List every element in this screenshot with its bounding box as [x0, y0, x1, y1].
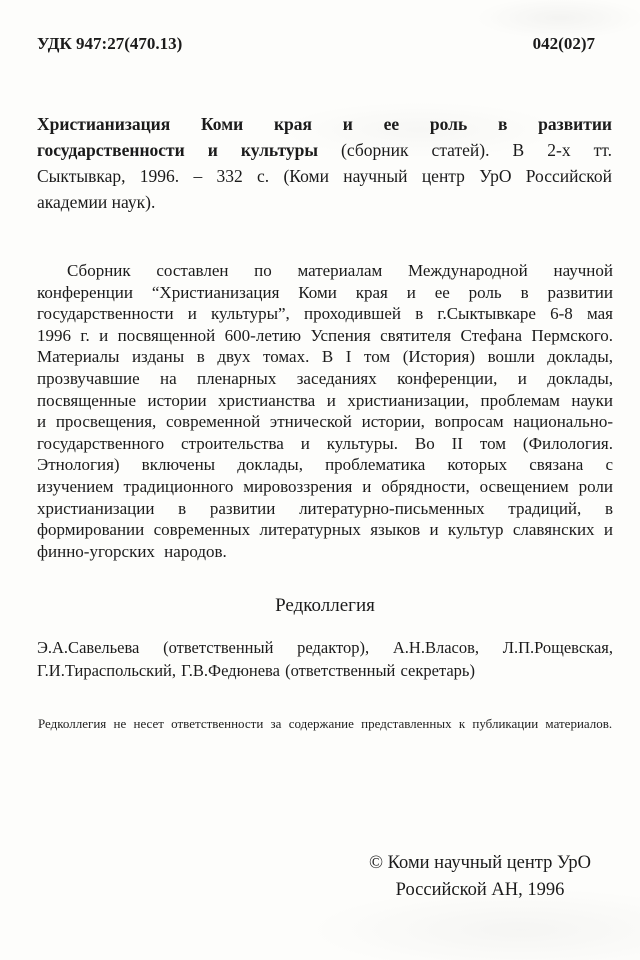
disclaimer-text: Редколлегия не несет ответственности за содержание представленных к публикации материалов. [38, 716, 613, 731]
bibliographic-title [37, 111, 612, 215]
copyright-block [340, 850, 620, 904]
editorial-board-heading: Редколлегия [275, 595, 375, 616]
copyright-line-2: Российской АН, 1996 [395, 880, 565, 900]
header-row [37, 34, 595, 54]
editorial-board-members: Э.А.Савельева (ответственный редактор), А.Н.Власов, Л.П.Рощевская, Г.И.Тираспольский, Г.В.Федюнева (ответственный секретарь) [37, 638, 613, 680]
title-line-4: академии наук). [37, 192, 156, 212]
udc-number: УДК 947:27(470.13) [37, 34, 183, 53]
copyright-line-1: © Коми научный центр УрО [368, 853, 592, 873]
title-line-1 [37, 111, 612, 137]
title-bold-part-2: государственности и культуры [37, 140, 318, 160]
title-line-3: Сыктывкар, 1996. – 332 с. (Коми научный центр УрО Российской [37, 166, 612, 186]
title-line-2 [37, 137, 612, 163]
classification-code: 042(02)7 [532, 34, 595, 53]
abstract-paragraph: Сборник составлен по материалам Международной научной конференции “Христианизация Коми края и ее роль в развитии государственности и культуры”, проходившей в г.Сыктывкаре 6-8 мая 1996 г. и посвященной 600-летию Успения святителя Стефана Пермского. Материалы изданы в двух томах. В I том (История) вошли доклады, прозвучавшие на пленарных заседаниях конференции, и доклады, посвященные истории христианства и христианизации, проблемам науки и просвещения, современной этнической истории, вопросам национально-государственного строительства и культуры. Во II том (Филология. Этнология) включены доклады, проблематика которых связана с изучением традиционного мировоззрения и обрядности, освещением роли христианизации в развитии литературно-письменных традиций, в формировании современных литературных языков и культур славянских и финно-угорских народов. [37, 261, 613, 561]
title-regular-part: (сборник статей). В 2-х тт. [318, 140, 613, 160]
title-bold-part-1: Христианизация Коми края и ее роль в развитии [37, 114, 612, 134]
